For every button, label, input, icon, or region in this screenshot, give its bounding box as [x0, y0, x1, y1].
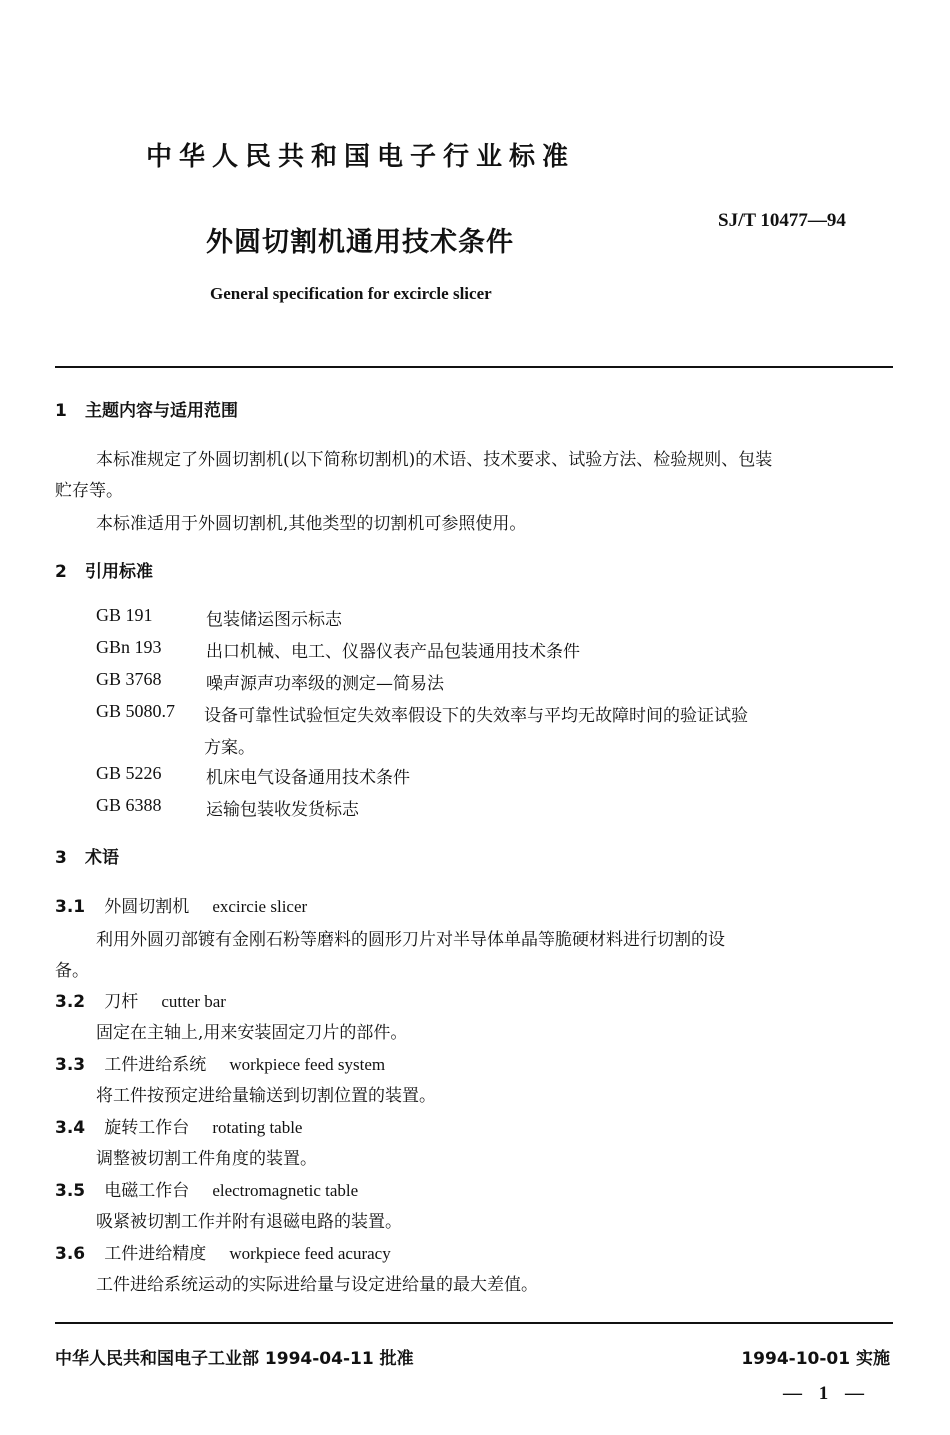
paragraph-line: 贮存等。	[55, 481, 123, 501]
reference-title: 运输包装收发货标志	[206, 800, 359, 820]
reference-code: GB 5226	[96, 763, 162, 783]
page-number: — 1 —	[783, 1383, 870, 1404]
paragraph-line: 本标准适用于外圆切割机,其他类型的切割机可参照使用。	[96, 514, 527, 534]
paragraph-line: 本标准规定了外圆切割机(以下简称切割机)的术语、技术要求、试验方法、检验规则、包装	[96, 450, 773, 470]
reference-title-continued: 方案。	[204, 738, 255, 758]
term-name-en: electromagnetic table	[212, 1181, 359, 1200]
term-definition: 吸紧被切割工作并附有退磁电路的装置。	[96, 1212, 402, 1232]
reference-title: 出口机械、电工、仪器仪表产品包装通用技术条件	[206, 642, 580, 662]
reference-code: GB 191	[96, 605, 153, 625]
term-entry	[55, 892, 307, 917]
effective-date-note: 1994-10-01 实施	[741, 1349, 890, 1369]
term-name-cn: 工件进给精度	[104, 1244, 207, 1264]
reference-title: 机床电气设备通用技术条件	[206, 768, 410, 788]
term-name-cn: 外圆切割机	[104, 897, 190, 917]
term-name-en: excircie slicer	[212, 897, 308, 916]
term-number: 3.4	[55, 1118, 86, 1138]
term-definition: 将工件按预定进给量输送到切割位置的装置。	[96, 1086, 436, 1106]
term-entry	[55, 1113, 302, 1138]
term-definition: 调整被切割工件角度的装置。	[96, 1149, 317, 1169]
term-entry	[55, 1050, 385, 1075]
reference-title: 设备可靠性试验恒定失效率假设下的失效率与平均无故障时间的验证试验	[204, 706, 748, 726]
term-number: 3.1	[55, 897, 86, 917]
term-name-en: rotating table	[212, 1118, 303, 1137]
term-entry	[55, 1176, 358, 1201]
term-number: 3.3	[55, 1055, 86, 1075]
section-title: 引用标准	[85, 562, 153, 582]
section-heading	[55, 557, 153, 582]
standard-category-heading: 中华人民共和国电子行业标准	[146, 142, 576, 172]
term-name-en: workpiece feed system	[229, 1055, 386, 1074]
term-name-cn: 旋转工作台	[104, 1118, 190, 1138]
term-definition-continued: 备。	[55, 961, 89, 981]
term-name-cn: 刀杆	[104, 992, 139, 1012]
term-name-cn: 电磁工作台	[104, 1181, 190, 1201]
reference-code: GBn 193	[96, 637, 162, 657]
term-definition: 工件进给系统运动的实际进给量与设定进给量的最大差值。	[96, 1275, 538, 1295]
reference-code: GB 6388	[96, 795, 162, 815]
section-heading	[55, 396, 238, 421]
section-number: 1	[55, 401, 67, 421]
approval-note: 中华人民共和国电子工业部 1994-04-11 批准	[55, 1349, 414, 1369]
document-title-cn: 外圆切割机通用技术条件	[206, 227, 514, 258]
reference-code: GB 5080.7	[96, 701, 176, 721]
term-entry	[55, 987, 226, 1012]
term-definition: 固定在主轴上,用来安装固定刀片的部件。	[96, 1023, 408, 1043]
standard-code: SJ/T 10477—94	[718, 210, 846, 231]
section-number: 2	[55, 562, 67, 582]
reference-title: 包装储运图示标志	[206, 610, 342, 630]
term-entry	[55, 1239, 391, 1264]
section-title: 术语	[85, 848, 119, 868]
term-number: 3.6	[55, 1244, 86, 1264]
header-divider	[55, 366, 893, 368]
reference-title: 噪声源声功率级的测定—简易法	[206, 674, 444, 694]
section-number: 3	[55, 848, 67, 868]
term-definition: 利用外圆刃部镀有金刚石粉等磨料的圆形刀片对半导体单晶等脆硬材料进行切割的设	[96, 930, 725, 950]
document-title-en: General specification for excircle slicer	[210, 284, 492, 303]
section-title: 主题内容与适用范围	[85, 401, 238, 421]
section-heading	[55, 843, 119, 868]
term-name-en: workpiece feed acuracy	[229, 1244, 391, 1263]
reference-code: GB 3768	[96, 669, 162, 689]
term-name-en: cutter bar	[161, 992, 226, 1011]
footer-divider	[55, 1322, 893, 1324]
term-number: 3.5	[55, 1181, 86, 1201]
term-name-cn: 工件进给系统	[104, 1055, 207, 1075]
term-number: 3.2	[55, 992, 86, 1012]
